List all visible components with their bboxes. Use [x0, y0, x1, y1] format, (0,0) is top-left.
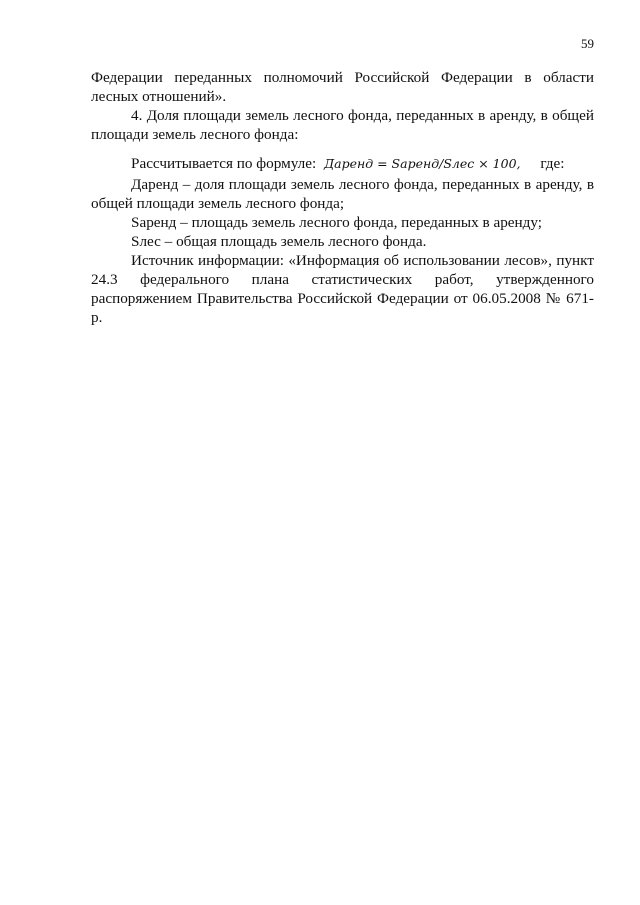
- formula-intro: Рассчитывается по формуле:: [131, 155, 317, 172]
- page-number: 59: [581, 36, 594, 51]
- definition-sarend: Sаренд – площадь земель лесного фонда, переданных в аренду;: [131, 214, 543, 231]
- paragraph-formula: [91, 154, 594, 173]
- paragraph-continuation: Федерации переданных полномочий Российской Федерации в области лесных отношений».: [91, 69, 594, 105]
- document-body: [91, 68, 594, 327]
- formula-expression: Даренд = Sаренд/Sлес × 100,: [323, 156, 521, 171]
- formula-where: где:: [540, 155, 565, 172]
- definition-sles: Sлес – общая площадь земель лесного фонда.: [131, 233, 427, 250]
- definition-darend: Даренд – доля площади земель лесного фонда, переданных в аренду, в общей площади земель лесного фонда;: [91, 176, 594, 212]
- paragraph-source: Источник информации: «Информация об использовании лесов», пункт 24.3 федерального плана статистических работ, утвержденного распоряжением Правительства Российской Федерации от 06.05.2008 № 671-р.: [91, 252, 594, 326]
- paragraph-indicator-4: 4. Доля площади земель лесного фонда, переданных в аренду, в общей площади земель лесного фонда:: [91, 107, 594, 143]
